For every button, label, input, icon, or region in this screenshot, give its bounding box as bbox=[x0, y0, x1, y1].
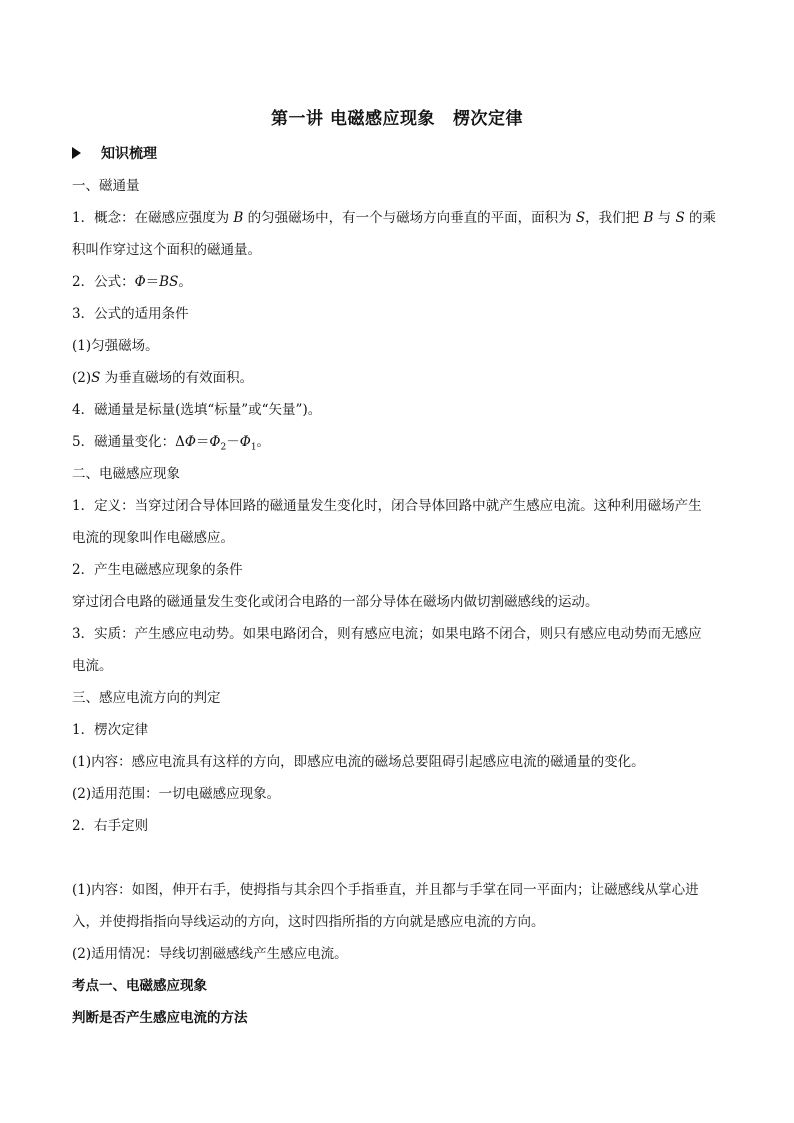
section-heading-label: 知识梳理 bbox=[101, 146, 157, 162]
text: 的乘 bbox=[684, 210, 717, 226]
text: 为垂直磁场的有效面积。 bbox=[100, 370, 254, 386]
section-heading bbox=[72, 144, 157, 164]
text: 与 bbox=[653, 210, 676, 226]
var-b: B bbox=[643, 210, 654, 226]
var-phi: Φ bbox=[184, 434, 196, 450]
line-7 bbox=[72, 368, 724, 388]
line-24: (2)适用情况：导线切割磁感线产生感应电流。 bbox=[72, 946, 348, 962]
line-22: (1)内容：如图，伸开右手，使拇指与其余四个手指垂直，并且都与手掌在同一平面内；让磁感线从掌心进 bbox=[72, 882, 699, 898]
subscript: 1 bbox=[250, 442, 257, 453]
var-bs: BS bbox=[159, 274, 179, 290]
topic-heading: 考点一、电磁感应现象 bbox=[72, 978, 207, 994]
var-s: S bbox=[575, 210, 586, 226]
subscript: 2 bbox=[220, 442, 227, 453]
text: 的匀强磁场中，有一个与磁场方向垂直的平面，面积为 bbox=[243, 210, 576, 226]
line-19: (1)内容：感应电流具有这样的方向，即感应电流的磁场总要阻碍引起感应电流的磁通量的变化。 bbox=[72, 754, 645, 770]
page-title bbox=[0, 104, 794, 129]
var-b: B bbox=[233, 210, 244, 226]
line-12: 电流的现象叫作电磁感应。 bbox=[72, 530, 234, 546]
text: 2．公式： bbox=[72, 274, 135, 290]
text: 1．概念：在磁感应强度为 bbox=[72, 210, 234, 226]
var-phi: Φ bbox=[134, 274, 146, 290]
line-17: 三、感应电流方向的判定 bbox=[72, 690, 221, 706]
line-13: 2．产生电磁感应现象的条件 bbox=[72, 562, 243, 578]
line-14: 穿过闭合电路的磁通量发生变化或闭合电路的一部分导体在磁场内做切割磁感线的运动。 bbox=[72, 594, 599, 610]
arrow-bullet-icon bbox=[72, 147, 81, 159]
line-10: 二、电磁感应现象 bbox=[72, 466, 180, 482]
line-20: (2)适用范围：一切电磁感应现象。 bbox=[72, 786, 281, 802]
line-1: 一、磁通量 bbox=[72, 178, 140, 194]
method-heading: 判断是否产生感应电流的方法 bbox=[72, 1010, 248, 1026]
line-6: (1)匀强磁场。 bbox=[72, 338, 159, 354]
text: ，我们把 bbox=[585, 210, 644, 226]
line-15: 3．实质：产生感应电动势。如果电路闭合，则有感应电流；如果电路不闭合，则只有感应电动势而无感应 bbox=[72, 626, 702, 642]
line-3: 积叫作穿过这个面积的磁通量。 bbox=[72, 242, 261, 258]
line-4 bbox=[72, 272, 724, 292]
line-8: 4．磁通量是标量(选填“标量”或“矢量”)。 bbox=[72, 402, 322, 418]
text: 。 bbox=[178, 274, 192, 290]
text: ＝ bbox=[145, 274, 160, 290]
text: － bbox=[226, 434, 240, 450]
text: 。 bbox=[256, 434, 271, 450]
title-part-2: 楞次定律 bbox=[452, 109, 523, 129]
var-s: S bbox=[91, 370, 101, 386]
line-5: 3．公式的适用条件 bbox=[72, 306, 189, 322]
text: (2) bbox=[72, 370, 92, 386]
line-18: 1．楞次定律 bbox=[72, 722, 149, 738]
line-16: 电流。 bbox=[72, 658, 113, 674]
var-phi: Φ bbox=[209, 434, 221, 450]
title-part-1: 第一讲 电磁感应现象 bbox=[271, 109, 435, 129]
var-phi: Φ bbox=[239, 434, 251, 450]
text: 5．磁通量变化：Δ bbox=[72, 434, 185, 450]
line-11: 1．定义：当穿过闭合导体回路的磁通量发生变化时，闭合导体回路中就产生感应电流。这种利用磁场产生 bbox=[72, 498, 702, 514]
var-s: S bbox=[675, 210, 685, 226]
line-2 bbox=[72, 208, 724, 228]
line-21: 2．右手定则 bbox=[72, 818, 149, 834]
text: ＝ bbox=[195, 434, 210, 450]
line-9 bbox=[72, 432, 724, 458]
line-23: 入，并使拇指指向导线运动的方向，这时四指所指的方向就是感应电流的方向。 bbox=[72, 914, 545, 930]
